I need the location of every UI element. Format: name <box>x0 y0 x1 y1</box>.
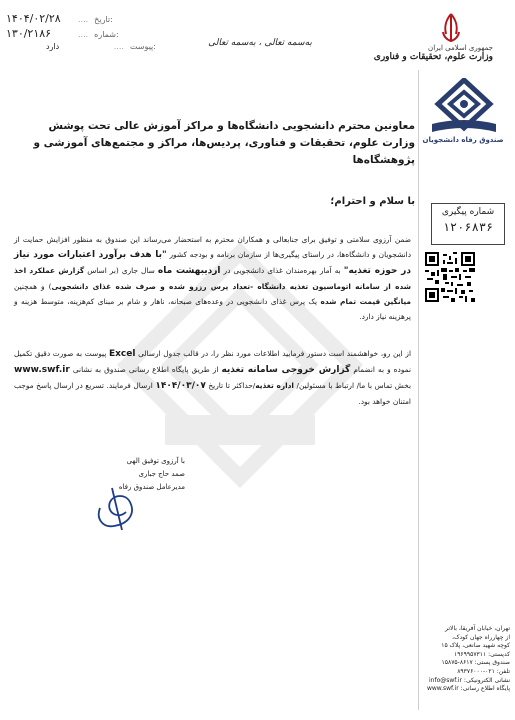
fund-name: صندوق رفاه دانشجویان <box>422 136 504 144</box>
contact-line: نشانی الکترونیکی: info@swf.ir <box>429 676 510 684</box>
number-row: ۱۳۰/۲۱۸۶ .... شماره: <box>6 27 119 40</box>
fund-logo-icon <box>430 78 498 136</box>
contact-line: صندوق پستی: ۸۶۱۷-۱۵۸۷۵ <box>441 659 510 667</box>
contact-line: پایگاه اطلاع رسانی: www.swf.ir <box>426 685 510 693</box>
paragraph-1: ضمن آرزوی سلامتی و توفیق برای جنابعالی و همکاران محترم به استحضار می‌رساند این صندوق به منظور افزایش حمایت از دانشجویان و دانشگاه‌ها، در راستای پیگیری‌ها از سازمان برنامه و بودجه کشور "با هدف برآورد اعتبارات مورد نیاز در حوزه تغذیه" به آمار بهره‌مندان غذای دانشجویی در اردیبهشت ماه سال جاری (بر اساس گزارش عملکرد اخذ شده از سامانه اتوماسیون تغذیه دانشگاه -تعداد پرس رزرو شده و صرف شده غذای دانشجویی) و همچنین میانگین قیمت تمام شده یک پرس غذای دانشجویی در وعده‌های صبحانه، ناهار و شام بر مبنای کم‌هزینه، متوسط هزینه و پرهزینه نیاز دارد. <box>14 235 411 321</box>
tracking-value: ۱۲۰۶۸۳۶ <box>442 220 494 234</box>
contact-info <box>420 625 510 694</box>
contact-line: از چهارراه جهان کودک، <box>452 633 510 641</box>
ministry-line2: وزارت علوم، تحقیقات و فناوری <box>373 52 493 62</box>
signature-line1: با آرزوی توفیق الهی <box>126 457 185 465</box>
attachment-row: دارد .... پیوست: <box>6 42 156 57</box>
date-value: ۱۴۰۴/۰۲/۲۸ <box>6 12 61 25</box>
signature-title: مدیرعامل صندوق رفاه <box>118 483 185 491</box>
basmala: به‌سمه تعالی ، به‌سمه تعالی <box>208 38 312 48</box>
number-label: شماره: <box>94 30 119 39</box>
signature-name: صمد حاج جباری <box>138 470 185 478</box>
date-row: ۱۴۰۴/۰۲/۲۸ .... تاریخ: <box>6 12 113 25</box>
tracking-label: شماره پیگیری <box>441 207 495 217</box>
ministry-line1: جمهوری اسلامی ایران <box>428 44 493 52</box>
date-label: تاریخ: <box>94 15 113 24</box>
emblem-icon <box>438 12 464 44</box>
tracking-box <box>431 203 505 245</box>
number-value: ۱۳۰/۲۱۸۶ <box>6 27 52 40</box>
contact-line: کوچه شهید صانعی، پلاک ۱۵ <box>441 642 510 650</box>
greeting: با سلام و احترام؛ <box>330 196 415 207</box>
letter-meta <box>6 12 156 57</box>
paragraph-2: از این رو، خواهشمند است دستور فرمایید اطلاعات مورد نظر را، در قالب جدول ارسالی Excel پیوست به صورت دقیق تکمیل نموده و به انضمام گزارش خروجی سامانه تغذیه از طریق پایگاه اطلاع رسانی صندوق به نشانی www.swf.ir بخش تماس با ما/ ارتباط با مسئولین/ اداره تغذیه/حداکثر تا تاریخ ۱۴۰۴/۰۳/۰۷ ارسال فرمایند. تسریع در ارسال پاسخ موجب امتنان خواهد بود. <box>14 349 411 406</box>
qr-code-icon <box>425 252 475 302</box>
sidebar-divider <box>418 70 419 710</box>
attachment-value: دارد <box>46 42 60 51</box>
attachment-label: پیوست: <box>129 42 156 51</box>
recipient-heading: معاونین محترم دانشجویی دانشگاه‌ها و مراکز آموزش عالی تحت پوشش وزارت علوم، تحقیقات و فناوری، پردیس‌ها، مراکز و مجتمع‌های آموزشی و پژوهشگاه‌ها <box>33 120 415 166</box>
contact-line: تلفن: ۰۲۱-۸۹۳۷۶۰۰۰ <box>457 667 510 675</box>
ministry-header <box>374 44 493 62</box>
signature-scribble-icon <box>92 478 142 533</box>
contact-line: کدپستی: ۱۹۶۹۹۵۷۳۱۱ <box>453 650 510 658</box>
contact-line: تهران، خیابان آفریقا، بالاتر <box>445 625 510 632</box>
